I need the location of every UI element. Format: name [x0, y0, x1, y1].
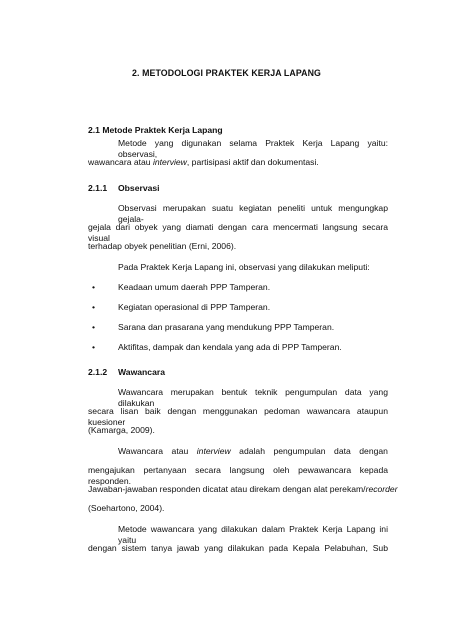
paragraph-2-1-1-line-1: Observasi merupakan suatu kegiatan peneliti untuk mengungkap gejala- [118, 203, 388, 224]
paragraph-2-1-2-line-3: (Kamarga, 2009). [88, 425, 155, 435]
paragraph-2-1-2-p2-line-4: (Soehartono, 2004). [88, 503, 165, 513]
section-heading-2-1-2: Wawancara [118, 367, 165, 377]
italic-term: interview [196, 446, 231, 456]
section-number-2-1-1: 2.1.1 [88, 183, 108, 193]
paragraph-2-1-2-p3-line-2: dengan sistem tanya jawab yang dilakukan pada Kepala Pelabuhan, Sub [88, 543, 388, 553]
list-item: Aktifitas, dampak dan kendala yang ada di PPP Tamperan. [118, 342, 342, 352]
paragraph-word: adalah [239, 446, 265, 456]
paragraph-2-1-1-p2: Pada Praktek Kerja Lapang ini, observasi yang dilakukan meliputi: [118, 262, 370, 272]
section-heading-2-1: 2.1 Metode Praktek Kerja Lapang [88, 125, 223, 135]
section-number-2-1-2: 2.1.2 [88, 367, 108, 377]
section-heading-2-1-1: Observasi [118, 183, 160, 193]
paragraph-word: pengumpulan [273, 446, 326, 456]
paragraph-2-1-2-p2-line-1 [118, 446, 388, 457]
italic-term: interview [152, 157, 187, 167]
paragraph-text: wawancara atau [88, 157, 153, 167]
page-title: 2. METODOLOGI PRAKTEK KERJA LAPANG [132, 68, 321, 78]
paragraph-2-1-2-line-1: Wawancara merupakan bentuk teknik pengumpulan data yang dilakukan [118, 387, 388, 408]
paragraph-word: atau [171, 446, 189, 456]
bullet-icon: • [92, 342, 96, 352]
paragraph-2-1-2-p2-line-3 [88, 484, 398, 495]
bullet-icon: • [92, 302, 96, 312]
paragraph-2-1-line-1: Metode yang digunakan selama Praktek Kerja Lapang yaitu: observasi, [118, 138, 388, 159]
list-item: Keadaan umum daerah PPP Tamperan. [118, 282, 271, 292]
paragraph-2-1-1-line-3: terhadap obyek penelitian (Erni, 2006). [88, 241, 237, 251]
paragraph-2-1-2-line-2: secara lisan baik dengan menggunakan pedoman wawancara ataupun kuesioner [88, 406, 388, 427]
paragraph-word: dengan [359, 446, 388, 456]
paragraph-word: Wawancara [118, 446, 164, 456]
bullet-icon: • [92, 322, 96, 332]
paragraph-2-1-1-line-2: gejala dari obyek yang diamati dengan cara mencermati langsung secara visual [88, 222, 388, 243]
list-item: Sarana dan prasarana yang mendukung PPP Tamperan. [118, 322, 335, 332]
paragraph-2-1-2-p2-line-2: mengajukan pertanyaan secara langsung oleh pewawancara kepada responden. [88, 465, 388, 486]
paragraph-word: data [334, 446, 351, 456]
italic-term: recorder [365, 484, 398, 494]
bullet-icon: • [92, 282, 96, 292]
paragraph-text: , partisipasi aktif dan dokumentasi. [186, 157, 319, 167]
paragraph-text: Jawaban-jawaban responden dicatat atau direkam dengan alat perekam/ [88, 484, 366, 494]
paragraph-2-1-line-2 [88, 157, 319, 168]
paragraph-2-1-2-p3-line-1: Metode wawancara yang dilakukan dalam Praktek Kerja Lapang ini yaitu [118, 524, 388, 545]
list-item: Kegiatan operasional di PPP Tamperan. [118, 302, 271, 312]
